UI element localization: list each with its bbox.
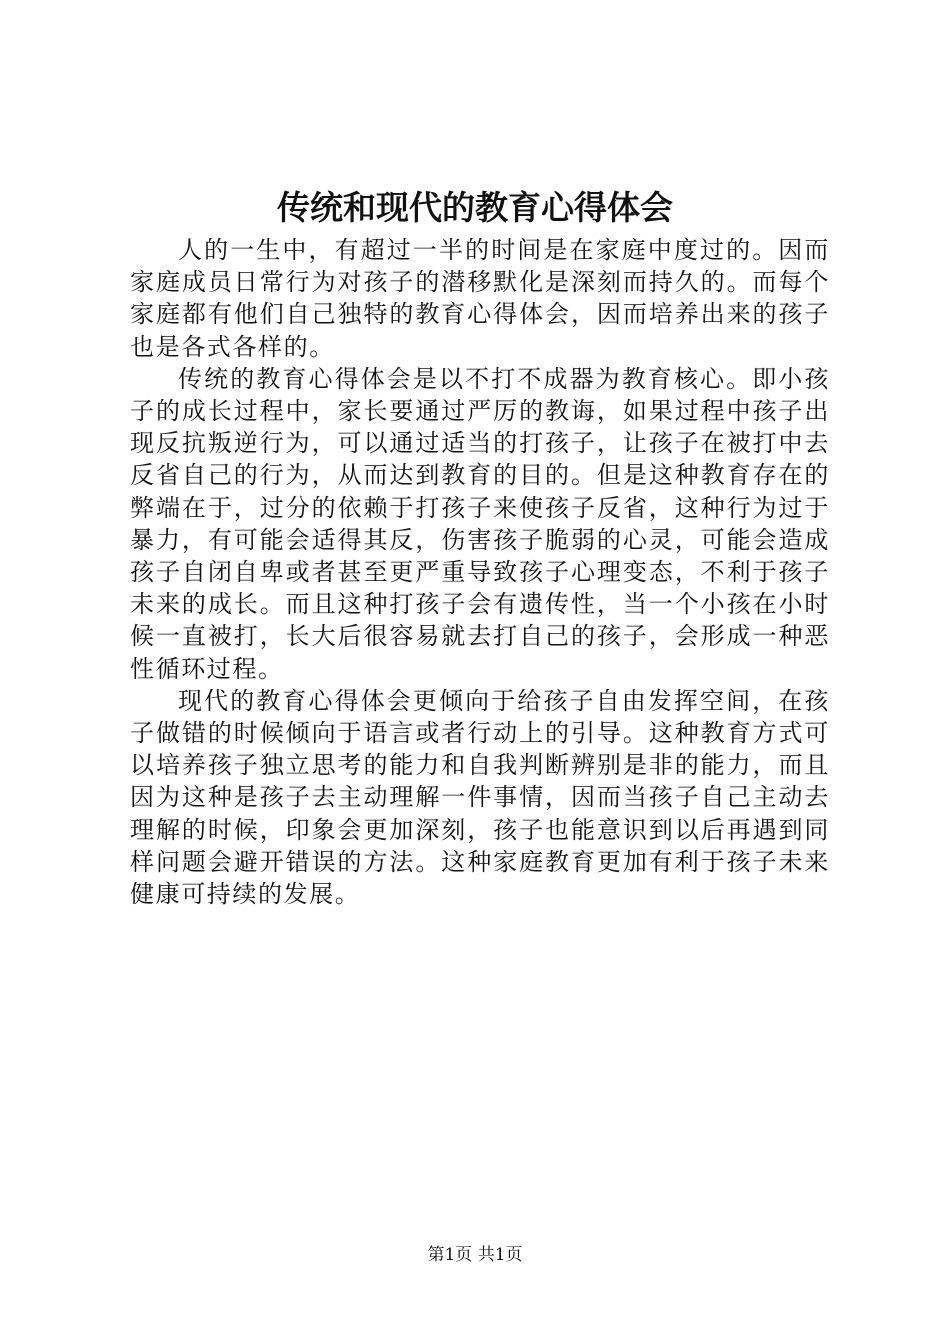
page-footer: 第1页 共1页	[427, 1245, 523, 1265]
paragraph-2: 传统的教育心得体会是以不打不成器为教育核心。即小孩子的成长过程中，家长要通过严厉的教诲，如果过程中孩子出现反抗叛逆行为，可以通过适当的打孩子，让孩子在被打中去反省自己的行为，从而达到教育的目的。但是这种教育存在的弊端在于，过分的依赖于打孩子来使孩子反省，这种行为过于暴力，有可能会适得其反，伤害孩子脆弱的心灵，可能会造成孩子自闭自卑或者甚至更严重导致孩子心理变态，不利于孩子未来的成长。而且这种打孩子会有遗传性，当一个小孩在小时候一直被打，长大后很容易就去打自己的孩子，会形成一种恶性循环过程。	[130, 364, 830, 683]
paragraph-3: 现代的教育心得体会更倾向于给孩子自由发挥空间，在孩子做错的时候倾向于语言或者行动上的引导。这种教育方式可以培养孩子独立思考的能力和自我判断辨别是非的能力，而且因为这种是孩子去主动理解一件事情，因而当孩子自己主动去理解的时候，印象会更加深刻，孩子也能意识到以后再遇到同样问题会避开错误的方法。这种家庭教育更加有利于孩子未来健康可持续的发展。	[130, 686, 830, 909]
document-title: 传统和现代的教育心得体会	[277, 188, 673, 227]
document-body	[130, 234, 830, 910]
paragraph-1: 人的一生中，有超过一半的时间是在家庭中度过的。因而家庭成员日常行为对孩子的潜移默化是深刻而持久的。而每个家庭都有他们自己独特的教育心得体会，因而培养出来的孩子也是各式各样的。	[130, 236, 830, 361]
